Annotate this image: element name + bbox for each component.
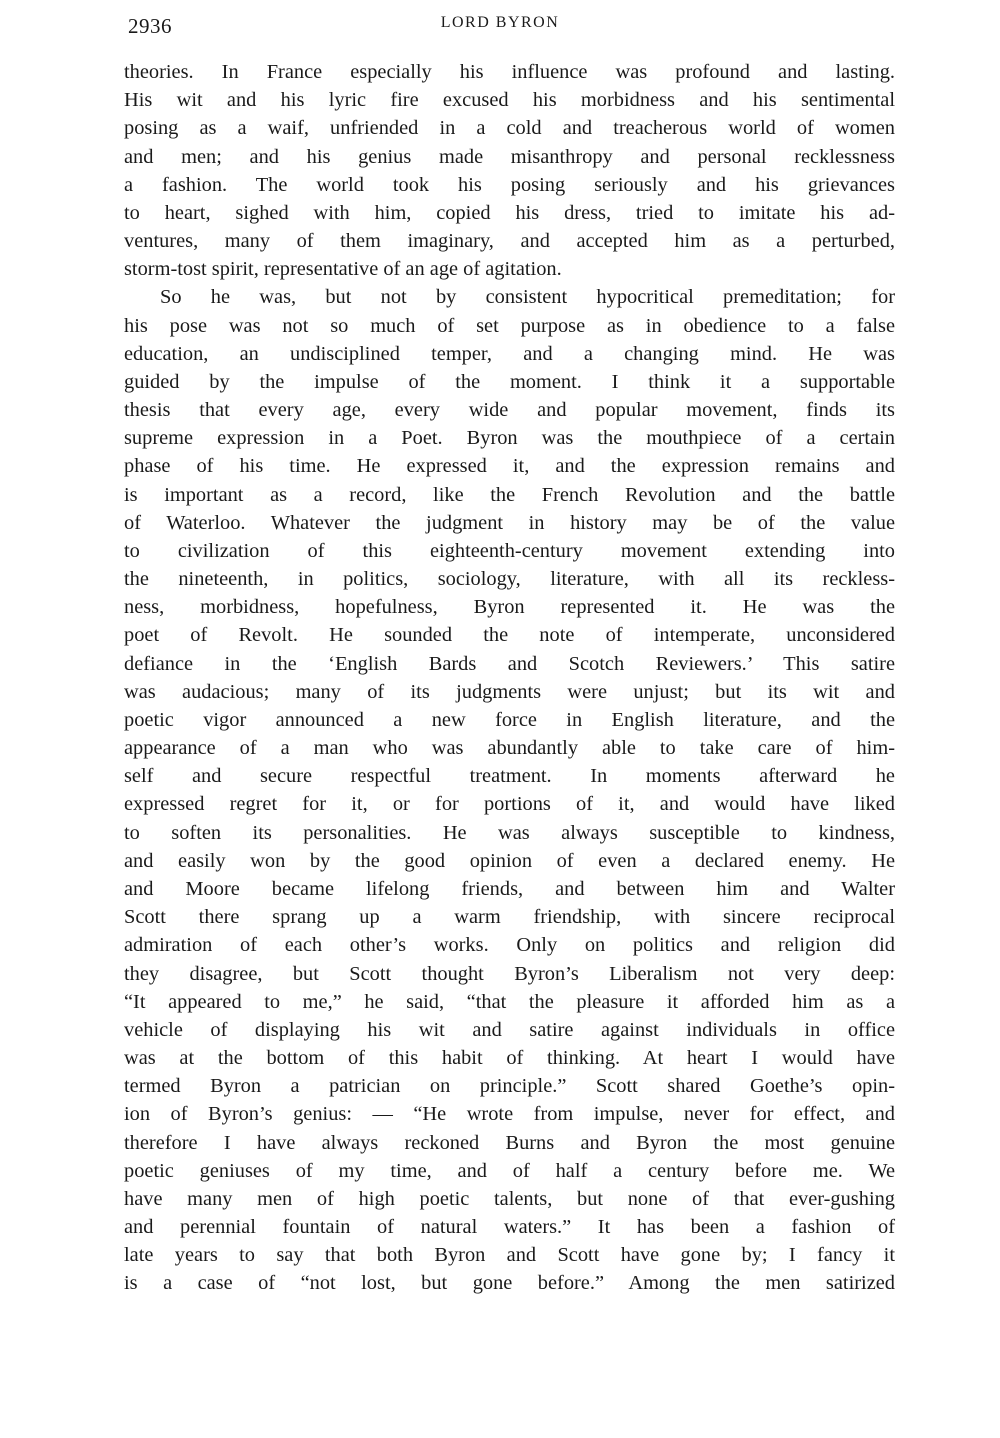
text-line: a fashion. The world took his posing seriously and his grievances [124,173,895,196]
text-line: self and secure respectful treatment. In moments afterward he [124,765,895,788]
text-line: ventures, many of them imaginary, and accepted him as a perturbed, [124,230,895,253]
text-line: was audacious; many of its judgments were unjust; but its wit and [124,680,895,703]
text-line: vehicle of displaying his wit and satire against individuals in office [124,1018,895,1041]
text-line: “It appeared to me,” he said, “that the pleasure it afforded him as a [124,990,895,1013]
text-line: and easily won by the good opinion of even a declared enemy. He [124,849,895,872]
text-line: the nineteenth, in politics, sociology, literature, with all its reckless- [124,568,895,591]
text-line: defiance in the ‘English Bards and Scotch Reviewers.’ This satire [124,652,895,675]
text-line: appearance of a man who was abundantly able to take care of him- [124,737,895,760]
text-line: and perennial fountain of natural waters.” It has been a fashion of [124,1216,895,1239]
text-line: therefore I have always reckoned Burns and Byron the most genuine [124,1131,895,1154]
text-line: phase of his time. He expressed it, and the expression remains and [124,455,895,478]
text-line: expressed regret for it, or for portions of it, and would have liked [124,793,895,816]
page-number: 2936 [128,14,172,38]
text-line: admiration of each other’s works. Only on politics and religion did [124,934,895,957]
text-line: ness, morbidness, hopefulness, Byron represented it. He was the [124,596,895,619]
text-line: to civilization of this eighteenth-century movement extending into [124,539,895,562]
text-line: So he was, but not by consistent hypocritical premeditation; for [160,286,895,309]
text-line: ion of Byron’s genius: — “He wrote from impulse, never for effect, and [124,1103,895,1126]
text-line: late years to say that both Byron and Scott have gone by; I fancy it [124,1244,895,1267]
text-line: storm-tost spirit, representative of an age of agitation. [124,258,562,281]
text-line: they disagree, but Scott thought Byron’s Liberalism not very deep: [124,962,895,985]
text-line: education, an undisciplined temper, and a changing mind. He was [124,342,895,365]
body-text [124,58,895,1298]
text-line: poet of Revolt. He sounded the note of intemperate, unconsidered [124,624,895,647]
text-line: poetic vigor announced a new force in English literature, and the [124,708,895,731]
text-line: is a case of “not lost, but gone before.” Among the men satirized [124,1272,895,1295]
text-line: to heart, sighed with him, copied his dress, tried to imitate his ad- [124,201,895,224]
text-line: His wit and his lyric fire excused his morbidness and his sentimental [124,89,895,112]
running-title: LORD BYRON [440,14,560,31]
text-line: and men; and his genius made misanthropy and personal recklessness [124,145,895,168]
text-line: termed Byron a patrician on principle.” Scott shared Goethe’s opin- [124,1075,895,1098]
text-line: guided by the impulse of the moment. I think it a supportable [124,370,895,393]
text-line: his pose was not so much of set purpose as in obedience to a false [124,314,895,337]
text-line: of Waterloo. Whatever the judgment in history may be of the value [124,511,895,534]
text-line: and Moore became lifelong friends, and between him and Walter [124,877,895,900]
text-line: posing as a waif, unfriended in a cold and treacherous world of women [124,117,895,140]
text-line: supreme expression in a Poet. Byron was the mouthpiece of a certain [124,427,895,450]
text-line: poetic geniuses of my time, and of half a century before me. We [124,1159,895,1182]
text-line: thesis that every age, every wide and popular movement, finds its [124,399,895,422]
text-line: have many men of high poetic talents, but none of that ever-gushing [124,1187,895,1210]
text-line: to soften its personalities. He was always susceptible to kindness, [124,821,895,844]
text-line: theories. In France especially his influence was profound and lasting. [124,61,895,83]
text-line: was at the bottom of this habit of thinking. At heart I would have [124,1047,895,1070]
text-line: Scott there sprang up a warm friendship, with sincere reciprocal [124,906,895,929]
text-line: is important as a record, like the French Revolution and the battle [124,483,895,506]
